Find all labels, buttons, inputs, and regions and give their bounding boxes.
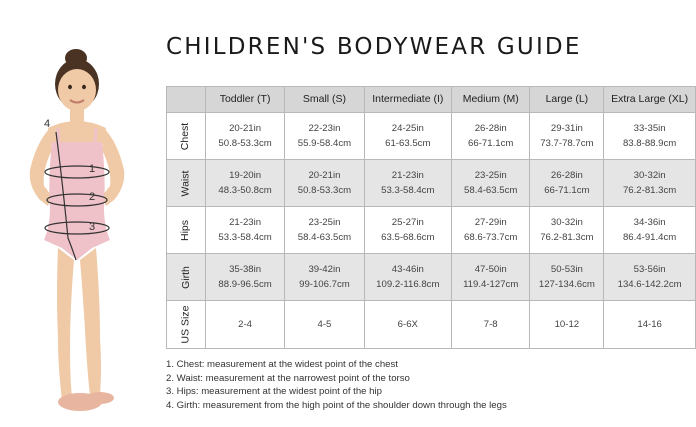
cell-cm: 58.4-63.5cm xyxy=(464,185,518,196)
table-cell: 7-8 xyxy=(451,301,530,349)
cell-in: 19-20in xyxy=(229,170,262,181)
cell-in: 23-25in xyxy=(308,217,341,228)
cell-cm: 99-106.7cm xyxy=(299,279,350,290)
row-label: Girth xyxy=(179,265,192,289)
table-cell xyxy=(364,113,451,160)
table-cell xyxy=(451,160,530,207)
note-item: 4. Girth: measurement from the high point of the shoulder down through the legs xyxy=(166,399,507,411)
cell-in: 24-25in xyxy=(391,123,424,134)
table-header-row xyxy=(167,87,696,113)
table-cell xyxy=(364,207,451,254)
table-row-chest xyxy=(167,113,696,160)
cell-cm: 66-71.1cm xyxy=(468,138,514,149)
table-cell xyxy=(285,207,364,254)
cell-in: 35-38in xyxy=(229,264,262,275)
cell-in: 34-36in xyxy=(633,217,666,228)
table-cell xyxy=(604,207,696,254)
cell-in: 33-35in xyxy=(633,123,666,134)
row-header xyxy=(167,254,206,301)
table-cell xyxy=(451,207,530,254)
cell-cm: 119.4-127cm xyxy=(463,279,519,290)
marker-4: 4 xyxy=(44,118,51,130)
table-cell xyxy=(285,254,364,301)
table-cell: 4-5 xyxy=(285,301,364,349)
table-cell xyxy=(205,207,284,254)
column-header: Toddler (T) xyxy=(205,87,284,113)
cell-cm: 127-134.6cm xyxy=(538,279,595,290)
table-cell xyxy=(451,113,530,160)
table-row-waist xyxy=(167,160,696,207)
cell-cm: 58.4-63.5cm xyxy=(297,232,352,243)
row-header xyxy=(167,160,206,207)
cell-cm: 76.2-81.3cm xyxy=(622,185,677,196)
note-item: 1. Chest: measurement at the widest point of the chest xyxy=(166,359,398,370)
column-header: Intermediate (I) xyxy=(364,87,451,113)
row-header xyxy=(167,301,206,349)
cell-in: 30-32in xyxy=(550,217,583,228)
cell-cm: 83.8-88.9cm xyxy=(622,138,677,149)
table-cell xyxy=(205,160,284,207)
table-cell xyxy=(604,254,696,301)
column-header: Small (S) xyxy=(285,87,364,113)
cell-in: 43-46in xyxy=(391,264,424,275)
table-cell xyxy=(530,160,604,207)
cell-cm: 76.2-81.3cm xyxy=(540,232,594,243)
cell-cm: 134.6-142.2cm xyxy=(617,279,682,290)
cell-in: 26-28in xyxy=(550,170,583,181)
table-row-hips xyxy=(167,207,696,254)
cell-in: 27-29in xyxy=(474,217,507,228)
note-item: 3. Hips: measurement at the widest point of the hip xyxy=(166,386,382,397)
cell-in: 20-21in xyxy=(308,170,341,181)
cell-cm: 61-63.5cm xyxy=(385,138,431,149)
table-cell: 10-12 xyxy=(530,301,604,349)
measurement-notes xyxy=(166,358,507,412)
row-label: Waist xyxy=(179,170,192,196)
cell-cm: 63.5-68.6cm xyxy=(381,232,435,243)
marker-3: 3 xyxy=(89,221,96,233)
table-cell xyxy=(530,207,604,254)
row-label: US Size xyxy=(179,305,192,344)
column-header: Large (L) xyxy=(530,87,604,113)
table-cell xyxy=(451,254,530,301)
table-cell xyxy=(530,113,604,160)
table-cell xyxy=(530,254,604,301)
size-chart-table xyxy=(166,86,696,349)
cell-in: 25-27in xyxy=(391,217,424,228)
cell-cm: 53.3-58.4cm xyxy=(218,232,272,243)
cell-in: 22-23in xyxy=(308,123,341,134)
cell-cm: 48.3-50.8cm xyxy=(218,185,272,196)
table-cell xyxy=(285,113,364,160)
cell-cm: 55.9-58.4cm xyxy=(297,138,352,149)
column-header: Extra Large (XL) xyxy=(604,87,696,113)
table-cell: 14-16 xyxy=(604,301,696,349)
marker-2: 2 xyxy=(89,191,96,203)
cell-cm: 73.7-78.7cm xyxy=(540,138,594,149)
cell-in: 26-28in xyxy=(474,123,507,134)
child-illustration xyxy=(30,49,125,411)
column-header: Medium (M) xyxy=(451,87,530,113)
row-header xyxy=(167,113,206,160)
cell-in: 30-32in xyxy=(633,170,666,181)
cell-cm: 66-71.1cm xyxy=(544,185,590,196)
cell-in: 50-53in xyxy=(550,264,583,275)
cell-cm: 109.2-116.8cm xyxy=(376,279,440,290)
page-title: CHILDREN'S BODYWEAR GUIDE xyxy=(166,34,582,60)
table-cell: 2-4 xyxy=(205,301,284,349)
corner-cell xyxy=(167,87,206,113)
table-cell xyxy=(604,113,696,160)
cell-in: 21-23in xyxy=(391,170,424,181)
row-label: Hips xyxy=(179,219,192,241)
cell-in: 29-31in xyxy=(550,123,583,134)
child-model-figure xyxy=(0,48,160,424)
cell-cm: 50.8-53.3cm xyxy=(297,185,352,196)
cell-cm: 86.4-91.4cm xyxy=(622,232,677,243)
cell-cm: 88.9-96.5cm xyxy=(218,279,272,290)
table-cell xyxy=(604,160,696,207)
cell-cm: 68.6-73.7cm xyxy=(464,232,518,243)
cell-in: 53-56in xyxy=(633,264,666,275)
row-header xyxy=(167,207,206,254)
table-cell xyxy=(205,254,284,301)
table-row-girth xyxy=(167,254,696,301)
cell-in: 23-25in xyxy=(474,170,507,181)
table-row-us-size xyxy=(167,301,696,349)
note-item: 2. Waist: measurement at the narrowest point of the torso xyxy=(166,372,410,384)
cell-cm: 53.3-58.4cm xyxy=(381,185,435,196)
table-cell xyxy=(364,254,451,301)
table-cell xyxy=(364,160,451,207)
cell-cm: 50.8-53.3cm xyxy=(218,138,272,149)
cell-in: 21-23in xyxy=(229,217,262,228)
row-label: Chest xyxy=(179,122,192,150)
table-cell: 6-6X xyxy=(364,301,451,349)
cell-in: 39-42in xyxy=(308,264,341,275)
table-cell xyxy=(285,160,364,207)
cell-in: 47-50in xyxy=(474,264,507,275)
marker-1: 1 xyxy=(89,163,96,175)
table-cell xyxy=(205,113,284,160)
cell-in: 20-21in xyxy=(229,123,262,134)
